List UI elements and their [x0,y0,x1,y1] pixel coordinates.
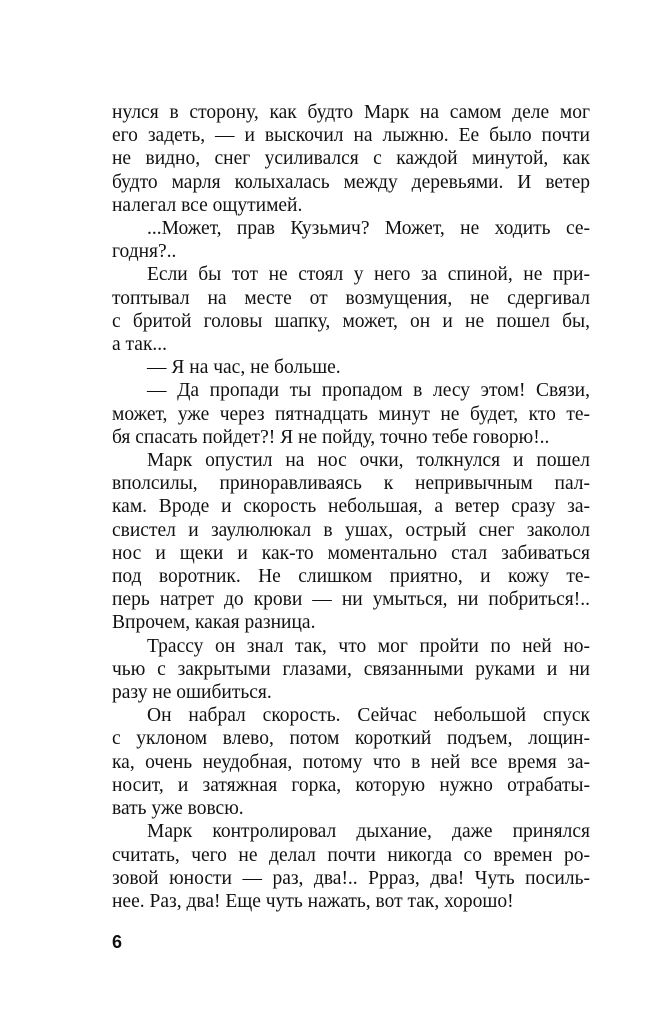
text-line: годня?.. [112,241,177,263]
text-line: Трассу он знал так, что мог пройти по ней но- [147,635,590,657]
paragraph-4 [112,356,590,379]
text-line: топтывал на месте от возмущения, не сдергивал [112,287,590,309]
paragraph-7 [112,635,590,705]
text-line: не видно, снег усиливался с каждой минутой, как [112,148,590,170]
body-text [112,101,590,913]
text-line: Марк контролировал дыхание, даже принялся [147,821,590,843]
text-line: носит, и затяжная горка, которую нужно отрабаты- [112,774,590,796]
text-line: налегал все ощутимей. [112,194,303,216]
text-line: Впрочем, какая разница. [112,612,316,634]
text-line: перь натрет до крови — ни умыться, ни побриться!.. [112,589,590,611]
paragraph-9 [112,820,590,913]
text-line: нулся в сторону, как будто Марк на самом деле мог [112,102,590,123]
text-line: кам. Вроде и скорость небольшая, а ветер сразу за- [112,496,590,518]
page-number: 6 [112,932,123,952]
text-line: его задеть, — и выскочил на лыжню. Ее было почти [112,125,590,147]
text-line: чью с закрытыми глазами, связанными руками и ни [112,658,590,680]
text-line: Он набрал скорость. Сейчас небольшой спуск [147,705,590,727]
text-line: ...Может, прав Кузьмич? Может, не ходить се- [147,218,590,240]
text-line: свистел и заулюлюкал в ушах, острый снег заколол [112,519,590,541]
text-line: может, уже через пятнадцать минут не будет, кто те- [112,403,590,425]
text-line: Если бы тот не стоял у него за спиной, не при- [147,264,590,286]
text-line: — Я на час, не больше. [147,357,341,379]
paragraph-2 [112,217,590,263]
text-line: ка, очень неудобная, потому что в ней все время за- [112,751,590,773]
text-line: с уклоном влево, потом короткий подъем, лощин- [112,728,590,750]
text-line: будто марля колыхалась между деревьями. И ветер [112,171,590,193]
text-line: разу не ошибиться. [112,682,272,704]
text-line: вать уже вовсю. [112,798,244,820]
paragraph-8 [112,704,590,820]
text-line: — Да пропади ты пропадом в лесу этом! Связи, [147,380,590,402]
paragraph-5 [112,379,590,449]
paragraph-3 [112,263,590,356]
text-line: считать, чего не делал почти никогда со времен ро- [112,844,590,866]
text-line: нее. Раз, два! Еще чуть нажать, вот так, хорошо! [112,890,514,912]
paragraph-6 [112,449,590,635]
text-line: с бритой головы шапку, может, он и не пошел бы, [112,310,590,332]
text-line: а так... [112,334,168,356]
paragraph-1 [112,101,590,217]
text-line: бя спасать пойдет?! Я не пойду, точно тебе говорю!.. [112,426,550,448]
text-line: Марк опустил на нос очки, толкнулся и пошел [147,450,590,472]
text-line: нос и щеки и как-то моментально стал забиваться [112,542,590,564]
text-line: вполсилы, приноравливаясь к непривычным пал- [112,473,590,495]
text-line: зовой юности — раз, два!.. Ррраз, два! Чуть посиль- [112,867,590,889]
text-line: под воротник. Не слишком приятно, и кожу те- [112,566,590,588]
